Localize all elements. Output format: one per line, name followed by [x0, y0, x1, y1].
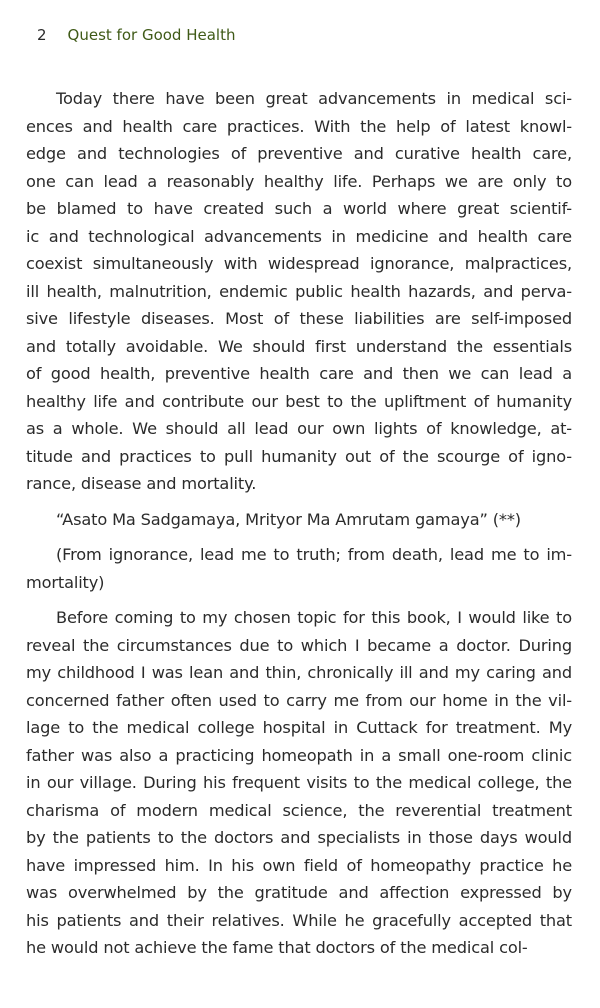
body-text	[26, 85, 572, 962]
text-line: his patients and their relatives. While he gracefully accepted that	[26, 910, 572, 930]
text-line: ences and health care practices. With the help of latest knowl-	[26, 116, 572, 136]
text-line: reveal the circumstances due to which I became a doctor. During	[26, 635, 572, 655]
text-line: rance, disease and mortality.	[26, 474, 257, 493]
page-number: 2	[37, 26, 47, 44]
text-line: was overwhelmed by the gratitude and affection expressed by	[26, 883, 572, 902]
sanskrit-quote	[26, 506, 572, 534]
text-line: be blamed to have created such a world where great scientif-	[26, 199, 572, 218]
text-line: titude and practices to pull humanity out of the scourge of igno-	[26, 446, 572, 466]
text-line: my childhood I was lean and thin, chronically ill and my caring and	[26, 663, 572, 682]
book-title: Quest for Good Health	[67, 26, 236, 44]
text-line: healthy life and contribute our best to the upliftment of humanity	[26, 391, 572, 411]
text-line: and totally avoidable. We should first understand the essentials	[26, 336, 572, 356]
text-line: one can lead a reasonably healthy life. Perhaps we are only to	[26, 171, 572, 191]
text-line: as a whole. We should all lead our own lights of knowledge, at-	[26, 419, 572, 438]
paragraph-background	[26, 604, 572, 962]
text-line: in our village. During his frequent visits to the medical college, the	[26, 773, 572, 792]
text-line: have impressed him. In his own field of homeopathy practice he	[26, 855, 572, 875]
text-line: concerned father often used to carry me from our home in the vil-	[26, 690, 572, 710]
quote-translation	[26, 541, 572, 596]
text-line: (From ignorance, lead me to truth; from death, lead me to im-	[56, 545, 572, 564]
text-line: mortality)	[26, 572, 105, 592]
text-line: coexist simultaneously with widespread ignorance, malpractices,	[26, 254, 572, 273]
text-line: sive lifestyle diseases. Most of these liabilities are self-imposed	[26, 309, 572, 328]
text-line: by the patients to the doctors and specialists in those days would	[26, 828, 572, 847]
quote-text: “Asato Ma Sadgamaya, Mrityor Ma Amrutam gamaya” (**)	[56, 509, 521, 529]
text-line: Before coming to my chosen topic for this book, I would like to	[56, 608, 572, 627]
text-line: charisma of modern medical science, the reverential treatment	[26, 800, 572, 820]
text-line: lage to the medical college hospital in Cuttack for treatment. My	[26, 718, 572, 737]
text-line: Today there have been great advancements in medical sci-	[56, 89, 572, 108]
text-line: he would not achieve the fame that doctors of the medical col-	[26, 938, 528, 957]
text-line: edge and technologies of preventive and curative health care,	[26, 144, 572, 163]
running-header	[37, 25, 235, 45]
text-line: of good health, preventive health care and then we can lead a	[26, 364, 572, 383]
text-line: ic and technological advancements in medicine and health care	[26, 226, 572, 246]
paragraph-intro	[26, 85, 572, 498]
text-line: ill health, malnutrition, endemic public health hazards, and perva-	[26, 281, 572, 301]
text-line: father was also a practicing homeopath in a small one-room clinic	[26, 745, 572, 765]
